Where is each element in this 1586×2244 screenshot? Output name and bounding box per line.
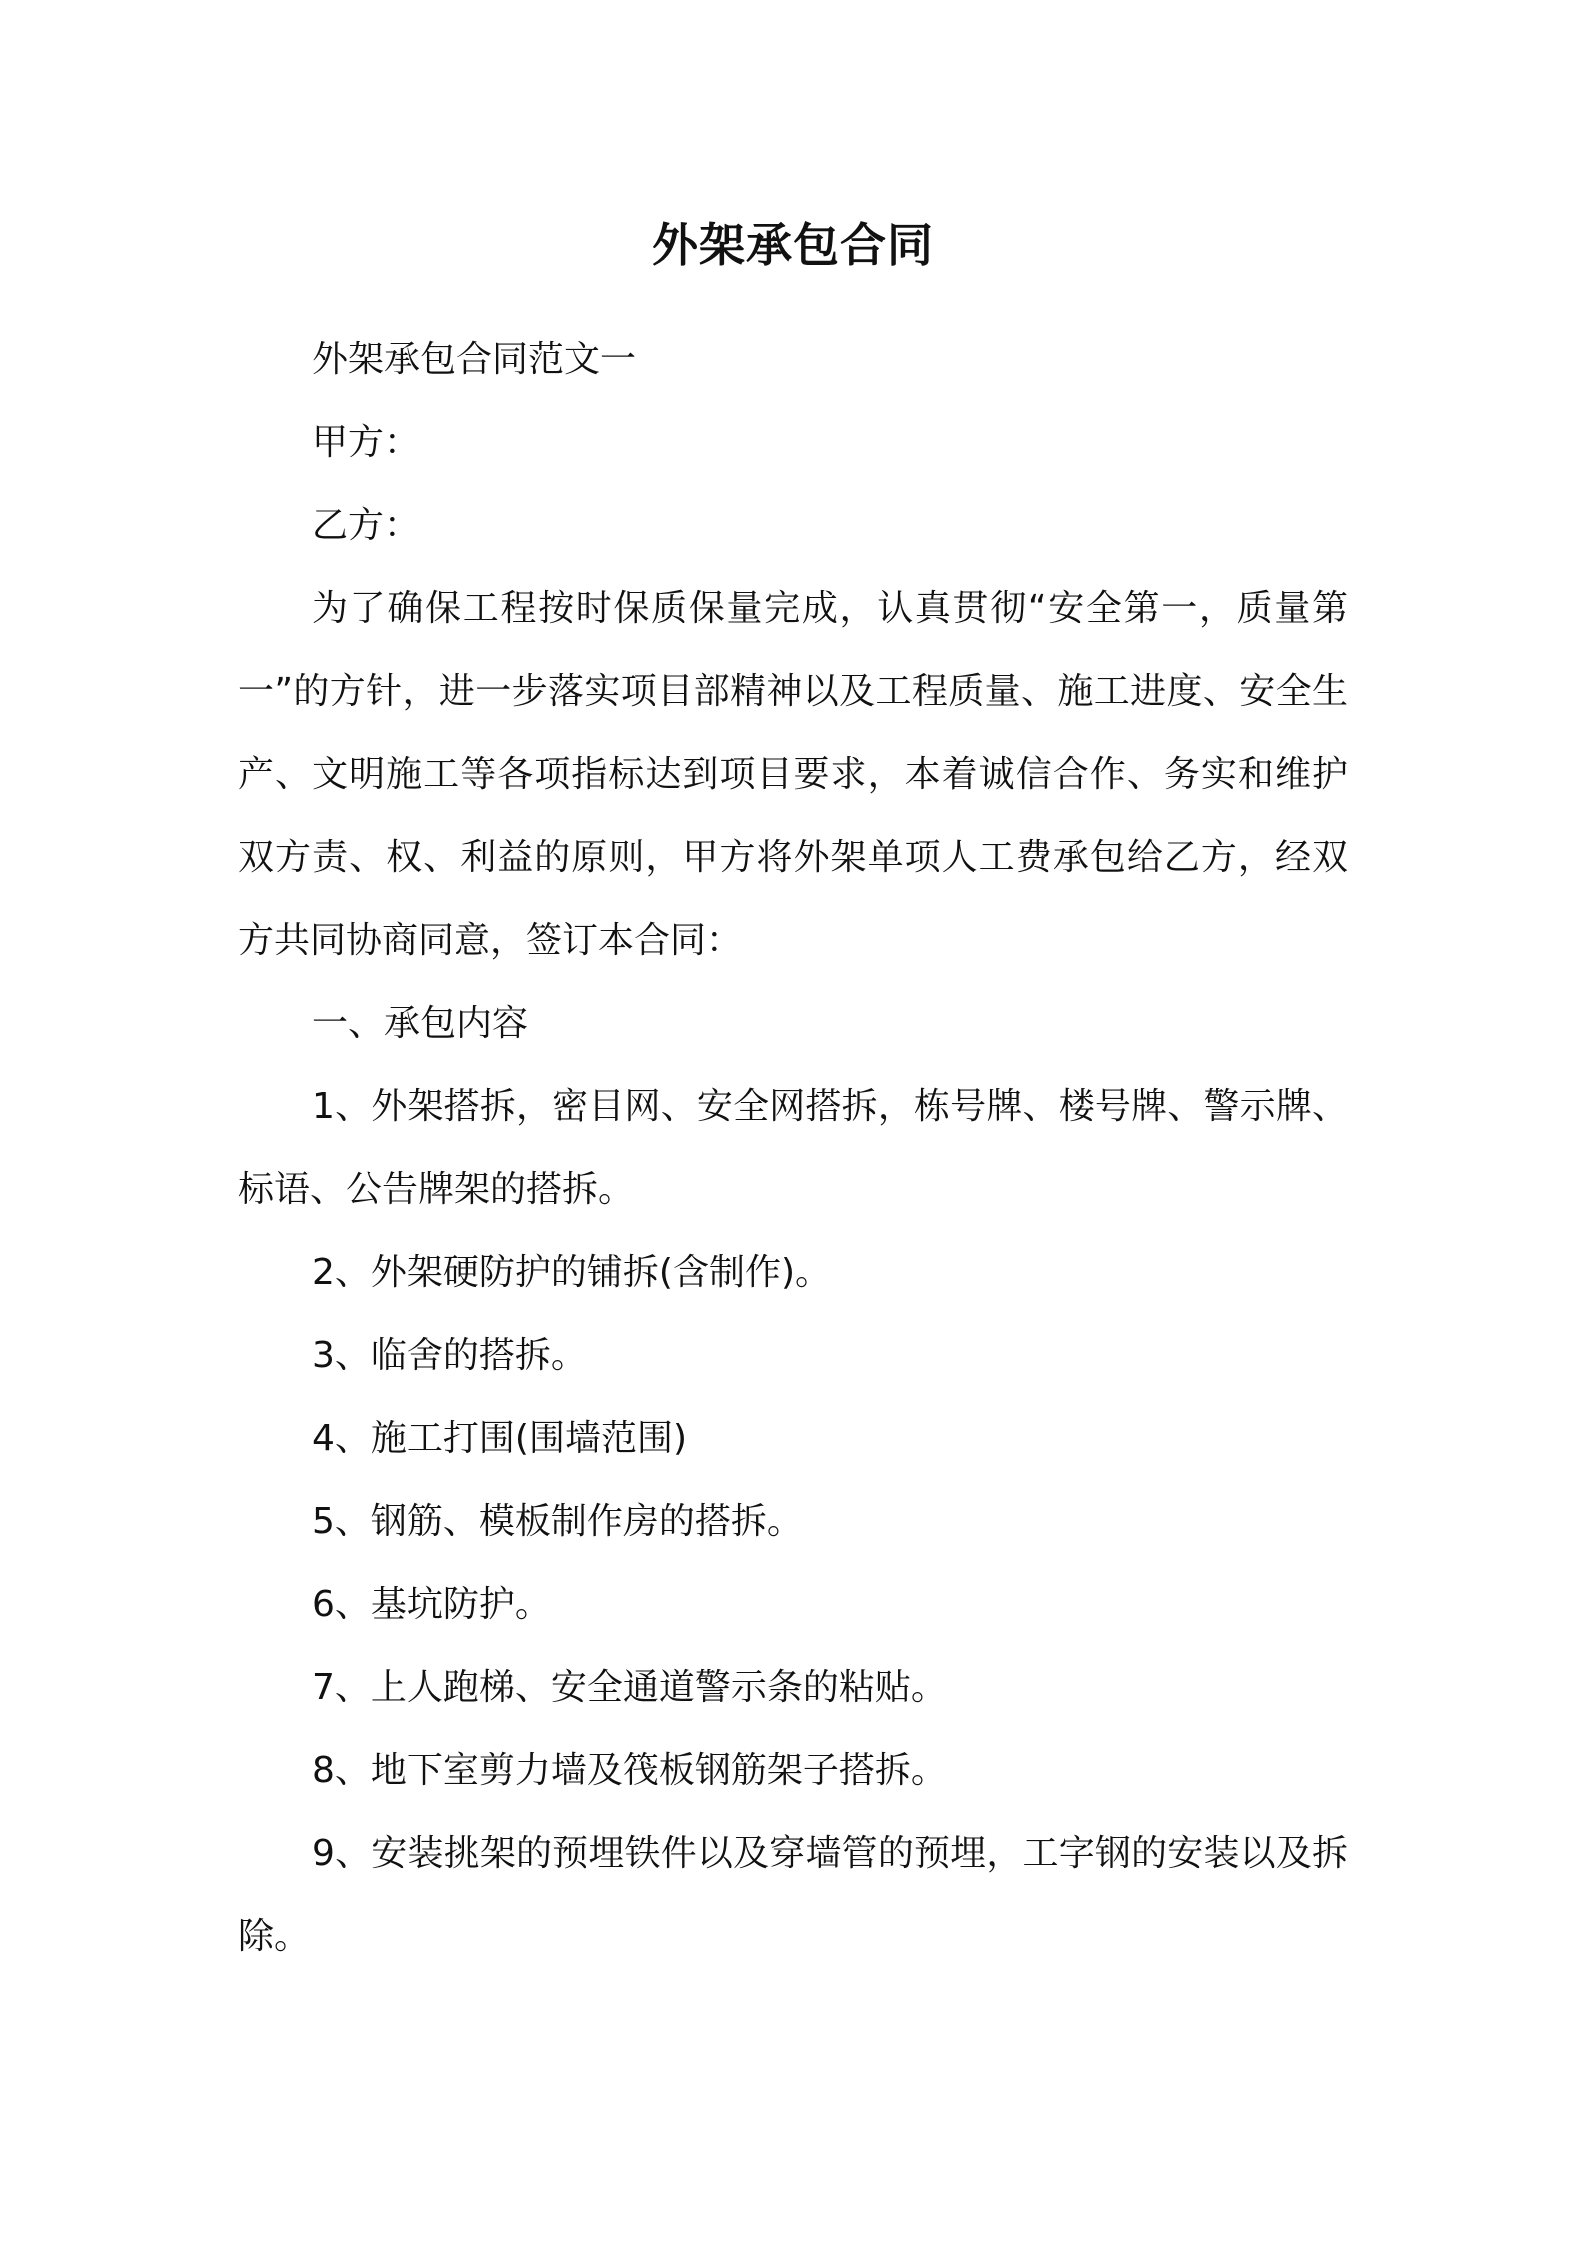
contract-item: 6、基坑防护。 [312, 1584, 551, 1625]
contract-item: 1、外架搭拆，密目网、安全网搭拆，栋号牌、楼号牌、警示牌、标语、公告牌架的搭拆。 [238, 1086, 1348, 1210]
contract-item: 7、上人跑梯、安全通道警示条的粘贴。 [312, 1667, 947, 1708]
contract-item: 3、临舍的搭拆。 [312, 1335, 587, 1376]
document-subtitle: 外架承包合同范文一 [312, 339, 637, 380]
contract-item: 4、施工打围(围墙范围) [312, 1418, 687, 1459]
party-a-line: 甲方： [312, 422, 421, 463]
intro-paragraph: 为了确保工程按时保质保量完成，认真贯彻“安全第一，质量第一”的方针，进一步落实项目部精神以及工程质量、施工进度、安全生产、文明施工等各项指标达到项目要求，本着诚信合作、务实和维护双方责、权、利益的原则，甲方将外架单项人工费承包给乙方，经双方共同协商同意，签订本合同： [238, 588, 1348, 961]
contract-item: 8、地下室剪力墙及筏板钢筋架子搭拆。 [312, 1750, 947, 1791]
contract-item: 5、钢筋、模板制作房的搭拆。 [312, 1501, 803, 1542]
party-b-line: 乙方： [312, 505, 421, 546]
document-title: 外架承包合同 [652, 218, 934, 272]
contract-item: 9、安装挑架的预埋铁件以及穿墙管的预埋，工字钢的安装以及拆除。 [238, 1833, 1348, 1957]
document-body [238, 318, 1348, 1978]
section-heading: 一、承包内容 [312, 1003, 529, 1044]
contract-item: 2、外架硬防护的铺拆(含制作)。 [312, 1252, 831, 1293]
